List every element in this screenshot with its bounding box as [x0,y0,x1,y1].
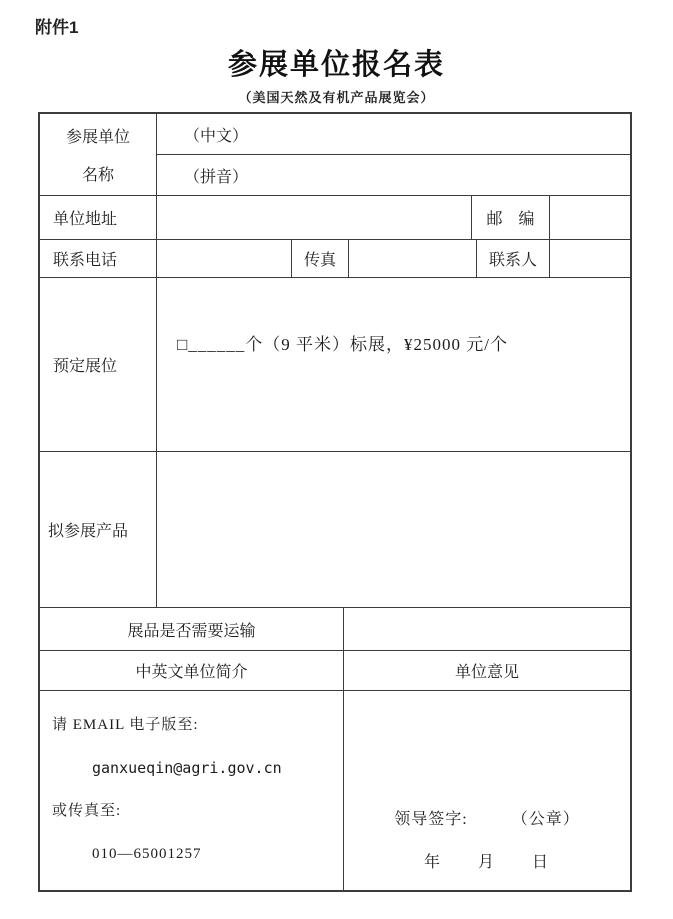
email-address: ganxueqin@agri.gov.cn [92,759,282,777]
attachment-label: 附件1 [35,18,79,37]
fax-label-cell: 传真 [292,240,349,277]
date-line: 年 月 日 [423,854,550,871]
form-subtitle: （美国天然及有机产品展览会） [238,90,435,105]
contact-person-label-cell: 联系人 [477,240,550,277]
booth-label-cell: 预定展位 [40,278,157,451]
unit-name-value-stack [157,114,630,195]
fax-value-cell [349,240,477,277]
opinion-label-cell: 单位意见 [454,664,519,681]
unit-name-rows [40,114,630,196]
shipping-label-cell: 展品是否需要运输 [40,608,344,650]
unit-name-chinese-label: （中文） [184,127,249,145]
unit-name-pinyin-cell [157,155,630,195]
unit-name-label-line2: 名称 [81,167,114,184]
address-label-cell: 单位地址 [40,196,157,239]
signature-cell [344,691,630,890]
address-row [40,196,630,240]
phone-label-cell: 联系电话 [40,240,157,277]
email-prompt: 请 EMAIL 电子版至: [52,717,199,733]
unit-name-pinyin-label: （拼音） [184,168,249,186]
submission-instructions-cell [40,691,344,890]
postcode-label-cell: 邮 编 [472,196,550,239]
shipping-row [40,608,630,651]
registration-table [38,112,632,892]
fax-number: 010—65001257 [92,846,202,862]
products-label-cell: 拟参展产品 [40,452,157,607]
shipping-value-cell [344,608,630,650]
contact-person-value-cell [550,240,630,277]
profile-label-cell: 中英文单位简介 [40,651,344,690]
profile-header-row [40,651,630,691]
submission-row [40,691,630,890]
fax-prompt: 或传真至: [52,803,122,819]
products-row [40,452,630,608]
booth-row [40,278,630,452]
unit-name-chinese-cell [157,114,630,155]
postcode-value-cell [550,196,630,239]
booth-option-text: □______个（9 平米）标展，¥25000 元/个 [177,335,508,354]
unit-name-label-line1: 参展单位 [65,129,130,146]
signature-line [344,806,630,829]
unit-name-label-cell [40,114,157,195]
address-value-cell [157,196,472,239]
products-value-cell [157,452,630,607]
phone-value-cell [157,240,292,277]
form-title: 参展单位报名表 [227,49,445,81]
booth-option-cell [157,278,630,451]
seal-label: （公章） [511,811,580,828]
contact-row [40,240,630,278]
signature-label: 领导签字: [394,811,468,828]
